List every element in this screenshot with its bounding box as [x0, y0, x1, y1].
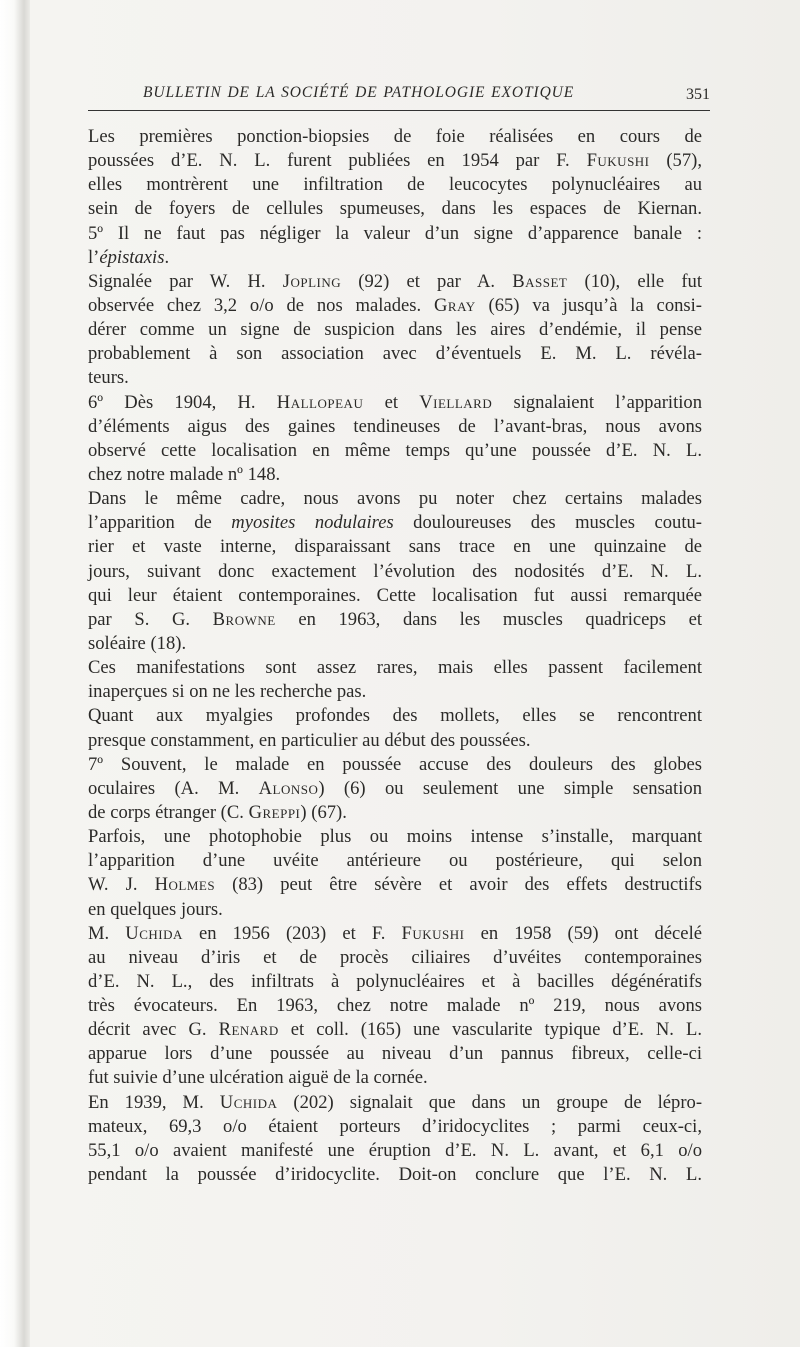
text-line: [88, 463, 702, 487]
text-run: (202) signalait que dans un groupe de lépro-: [277, 1091, 703, 1113]
text-run: par S. G.: [88, 608, 213, 630]
text-run: dérer comme un signe de suspicion dans les aires d’endémie, il pense: [88, 319, 702, 341]
text-run: en 1958 (59) ont décelé: [464, 922, 702, 944]
text-line: [88, 656, 702, 680]
text-line: [88, 704, 702, 728]
text-run: et coll. (165) une vascularite typique d’E. N. L.: [278, 1019, 702, 1041]
text-run: fut suivie d’une ulcération aiguë de la cornée.: [88, 1067, 428, 1089]
text-run: (57),: [649, 150, 702, 172]
text-run: (65) va jusqu’à la consi-: [475, 294, 703, 316]
text-run: l’apparition de: [88, 512, 232, 534]
text-line: [88, 535, 702, 559]
text-run: 5º Il ne faut pas négliger la valeur d’un signe d’apparence banale :: [88, 222, 702, 244]
text-line: [88, 970, 702, 994]
text-run: et: [363, 391, 420, 413]
text-run: Parfois, une photophobie plus ou moins intense s’installe, marquant: [88, 826, 702, 848]
author-name: Hallopeau: [276, 391, 364, 413]
text-run: soléaire (18).: [88, 632, 187, 654]
text-run: En 1939, M.: [88, 1091, 220, 1113]
header-rule: [88, 110, 710, 111]
text-run: d’éléments aigus des gaines tendineuses de l’avant-bras, nous avons: [88, 415, 702, 437]
text-line: [88, 222, 702, 246]
text-run: décrit avec G.: [88, 1019, 219, 1041]
author-name: Holmes: [154, 874, 216, 896]
text-line: [88, 632, 702, 656]
text-line: [88, 608, 702, 632]
text-line: [88, 898, 702, 922]
text-run: de corps étranger (C.: [88, 801, 249, 823]
text-run: en 1963, dans les muscles quadriceps et: [275, 608, 702, 630]
text-run: observé cette localisation en même temps qu’une poussée d’E. N. L.: [88, 439, 702, 461]
text-line: [88, 994, 702, 1018]
text-run: .: [164, 246, 170, 268]
text-line: [88, 801, 702, 825]
text-run: qui leur étaient contemporaines. Cette localisation fut aussi remarquée: [88, 584, 702, 606]
text-run: Ces manifestations sont assez rares, mais elles passent facilement: [88, 657, 702, 679]
text-line: [88, 849, 702, 873]
text-run: oculaires (A. M.: [88, 777, 259, 799]
text-run: l’: [88, 246, 100, 268]
text-run: signalaient l’apparition: [492, 391, 702, 413]
text-run: ) (6) ou seulement une simple sensation: [318, 777, 702, 799]
text-line: [88, 1091, 702, 1115]
author-name: Viellard: [419, 391, 493, 413]
book-gutter: [0, 0, 30, 1347]
text-line: [88, 729, 702, 753]
text-line: [88, 391, 702, 415]
body-text: [88, 125, 702, 1187]
text-run: pendant la poussée d’iridocyclite. Doit-on conclure que l’E. N. L.: [88, 1164, 702, 1186]
text-run: ) (67).: [300, 801, 347, 823]
text-run: très évocateurs. En 1963, chez notre malade nº 219, nous avons: [88, 995, 702, 1017]
text-line: [88, 560, 702, 584]
text-run: (92) et par A.: [341, 270, 513, 292]
text-run: l’apparition d’une uvéite antérieure ou postérieure, qui selon: [88, 850, 702, 872]
text-run: Dans le même cadre, nous avons pu noter chez certains malades: [88, 488, 702, 510]
text-run: en 1956 (203) et F.: [182, 922, 402, 944]
author-name: Uchida: [219, 1091, 278, 1113]
text-line: [88, 318, 702, 342]
text-run: 55,1 o/o avaient manifesté une éruption d’E. N. L. avant, et 6,1 o/o: [88, 1139, 702, 1161]
text-run: elles montrèrent une infiltration de leucocytes polynucléaires au: [88, 174, 702, 196]
page-header: [88, 80, 710, 110]
author-name: Fukushi: [401, 922, 465, 944]
text-run: Signalée par W. H.: [88, 270, 283, 292]
text-run: douloureuses des muscles coutu-: [393, 512, 702, 534]
text-run: rier et vaste interne, disparaissant sans trace en une quinzaine de: [88, 536, 702, 558]
author-name: Renard: [218, 1019, 279, 1041]
text-run: teurs.: [88, 367, 129, 389]
text-line: [88, 1139, 702, 1163]
author-name: Gray: [433, 294, 476, 316]
text-line: [88, 1115, 702, 1139]
text-line: [88, 922, 702, 946]
text-line: [88, 342, 702, 366]
text-run: W. J.: [88, 874, 155, 896]
text-run: presque constamment, en particulier au début des poussées.: [88, 729, 531, 751]
text-line: [88, 294, 702, 318]
author-name: Browne: [212, 608, 276, 630]
text-line: [88, 946, 702, 970]
page-number: 351: [686, 86, 710, 103]
text-line: [88, 825, 702, 849]
text-line: [88, 680, 702, 704]
text-line: [88, 246, 702, 270]
text-line: [88, 487, 702, 511]
text-run: observée chez 3,2 o/o de nos malades.: [88, 294, 434, 316]
text-run: au niveau d’iris et de procès ciliaires d’uvéites contemporaines: [88, 946, 702, 968]
text-line: [88, 125, 702, 149]
text-line: [88, 1018, 702, 1042]
text-line: [88, 511, 702, 535]
author-name: Fukushi: [586, 150, 650, 172]
text-run: en quelques jours.: [88, 898, 223, 920]
text-run: 7º Souvent, le malade en poussée accuse des douleurs des globes: [88, 753, 702, 775]
text-line: [88, 149, 702, 173]
text-run: M.: [88, 922, 126, 944]
running-head: BULLETIN DE LA SOCIÉTÉ DE PATHOLOGIE EXOTIQUE: [143, 84, 575, 101]
text-line: [88, 1042, 702, 1066]
text-run: chez notre malade nº 148.: [88, 463, 281, 485]
author-name: Basset: [512, 270, 568, 292]
text-run: jours, suivant donc exactement l’évolution des nodosités d’E. N. L.: [88, 560, 702, 582]
text-run: (10), elle fut: [567, 270, 702, 292]
author-name: Alonso: [258, 777, 319, 799]
text-line: [88, 873, 702, 897]
text-line: [88, 1163, 702, 1187]
italic-term: myosites nodulaires: [231, 512, 394, 534]
text-line: [88, 777, 702, 801]
author-name: Greppi: [248, 801, 301, 823]
text-line: [88, 1066, 702, 1090]
text-line: [88, 197, 702, 221]
text-run: inaperçues si on ne les recherche pas.: [88, 681, 367, 703]
text-line: [88, 173, 702, 197]
text-run: (83) peut être sévère et avoir des effets destructifs: [215, 874, 702, 896]
text-line: [88, 439, 702, 463]
text-run: poussées d’E. N. L. furent publiées en 1954 par F.: [88, 150, 587, 172]
text-line: [88, 270, 702, 294]
text-line: [88, 753, 702, 777]
text-run: sein de foyers de cellules spumeuses, dans les espaces de Kiernan.: [88, 198, 702, 220]
text-run: Quant aux myalgies profondes des mollets, elles se rencontrent: [88, 705, 702, 727]
text-run: Les premières ponction-biopsies de foie réalisées en cours de: [88, 126, 702, 147]
text-line: [88, 415, 702, 439]
text-line: [88, 366, 702, 390]
author-name: Uchida: [125, 922, 183, 944]
author-name: Jopling: [282, 270, 342, 292]
text-run: apparue lors d’une poussée au niveau d’un pannus fibreux, celle-ci: [88, 1043, 702, 1065]
text-run: mateux, 69,3 o/o étaient porteurs d’iridocyclites ; parmi ceux-ci,: [88, 1115, 702, 1137]
text-run: d’E. N. L., des infiltrats à polynucléaires et à bacilles dégénératifs: [88, 970, 702, 992]
text-run: 6º Dès 1904, H.: [88, 391, 277, 413]
text-run: probablement à son association avec d’éventuels E. M. L. révéla-: [88, 343, 702, 365]
italic-term: épistaxis: [99, 246, 165, 268]
text-line: [88, 584, 702, 608]
